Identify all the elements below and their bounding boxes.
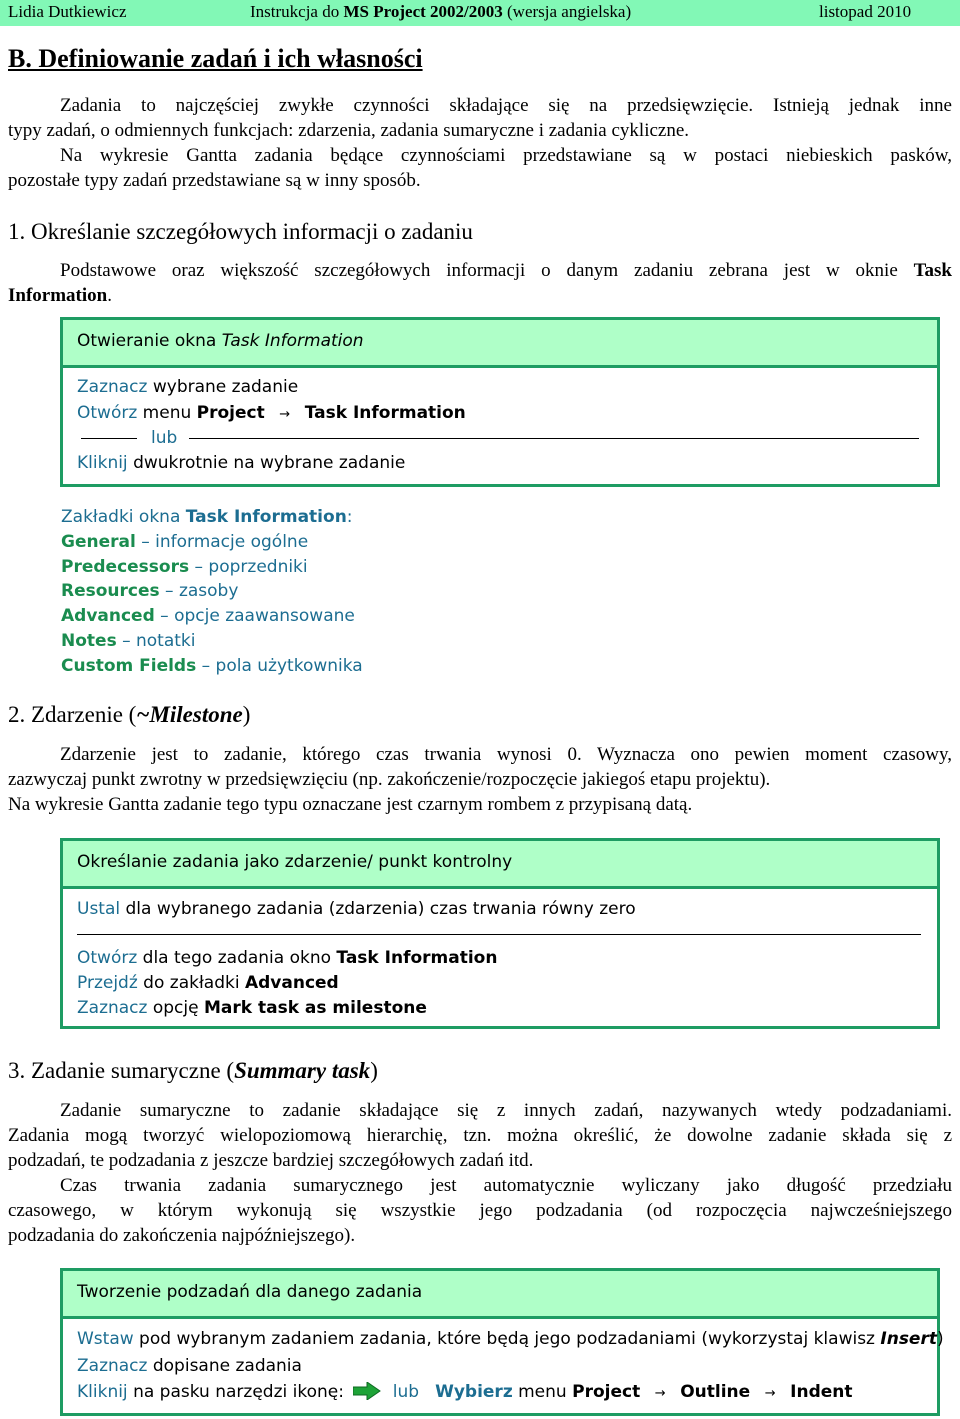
- divider-right: [189, 438, 919, 439]
- box-step-double-click: Kliknij dwukrotnie na wybrane zadanie: [77, 453, 406, 473]
- arrow-right-icon: →: [279, 407, 291, 422]
- list-item: Notes – notatki: [61, 630, 196, 651]
- box-step-mark: Zaznacz opcję Mark task as milestone: [77, 998, 427, 1018]
- list-item: General – informacje ogólne: [61, 531, 309, 552]
- indent-arrow-icon: [353, 1382, 381, 1400]
- header-date: listopad 2010: [819, 2, 912, 21]
- section-1-paragraph: Podstawowe oraz większość szczegółowych informacji o danym zadaniu zebrana jest w oknie Task Information.: [8, 260, 952, 306]
- box-header: [63, 841, 937, 889]
- box-milestone: [60, 838, 940, 1029]
- divider-left: [81, 438, 137, 439]
- box-header: [63, 1271, 937, 1319]
- section-2-title: 2. Zdarzenie (~Milestone): [8, 702, 251, 727]
- tabs-list: [61, 505, 363, 679]
- box-step-insert: Wstaw pod wybranym zadaniem zadania, które będą jego podzadaniami (wykorzystaj klawisz Insert): [77, 1329, 944, 1349]
- section-3-paragraph: Zadanie sumaryczne to zadanie składające się z innych zadań, nazywanych wtedy podzadaniami. Zadania mogą tworzyć wielopoziomową hierarchię, tzn. można określić, że dowolne zadanie składa się z podzadań, te podzadania z jeszcze bardziej szczegółowych zadań itd. Czas trwania zadania sumarycznego jest automatycznie wyliczany jako długość przedziału czasowego, w którym wykonują się wszystkie jego podzadania (od rozpoczęcia najwcześniejszego podzadania do zakończenia najpóźniejszego).: [8, 1100, 952, 1246]
- section-2-paragraph: Zdarzenie jest to zadanie, którego czas trwania wynosi 0. Wyznacza ono pewien moment czasowy, zazwyczaj punkt zwrotny w przedsięwzięciu (np. zakończenie/rozpoczęcie jakiegoś etapu projektu). Na wykresie Gantta zadanie tego typu oznaczane jest czarnym rombem z przypisaną datą.: [8, 744, 952, 815]
- arrow-right-icon: →: [654, 1386, 666, 1401]
- box-open-task-information: [60, 317, 940, 487]
- divider: [77, 934, 921, 935]
- list-item: Predecessors – poprzedniki: [61, 556, 308, 577]
- header-title: Instrukcja do MS Project 2002/2003 (wersja angielska): [250, 2, 632, 21]
- box-step-tab: Przejdź do zakładki Advanced: [77, 973, 339, 993]
- box-step-indent: Kliknij na pasku narzędzi ikonę: lub Wybierz menu Project → Outline → Indent: [77, 1381, 853, 1405]
- section-title: B. Definiowanie zadań i ich własności: [8, 44, 423, 73]
- box-title: Otwieranie okna Task Information: [77, 331, 364, 351]
- box-subtasks: [60, 1268, 944, 1416]
- box-step-open-menu: Otwórz menu Project → Task Information: [77, 402, 466, 426]
- or-label: lub: [151, 428, 178, 448]
- box-step-open: Otwórz dla tego zadania okno Task Information: [77, 948, 498, 968]
- box-title: Tworzenie podzadań dla danego zadania: [77, 1282, 423, 1302]
- intro-paragraph: Zadania to najczęściej zwykłe czynności składające się na przedsięwzięcie. Istnieją jednak inne typy zadań, o odmiennych funkcjach: zdarzenia, zadania sumaryczne i zadania cykliczne. Na wykresie Gantta zadania będące czynnościami przedstawiane są w postaci niebieskich pasków, pozostałe typy zadań przedstawiane są w inny sposób.: [8, 95, 952, 191]
- header-author: Lidia Dutkiewicz: [8, 2, 127, 21]
- tabs-intro: Zakładki okna Task Information:: [61, 507, 353, 527]
- section-3-title: 3. Zadanie sumaryczne (Summary task): [8, 1058, 378, 1083]
- list-item: Advanced – opcje zaawansowane: [61, 606, 355, 627]
- page-header: [0, 0, 960, 26]
- box-step-select: Zaznacz wybrane zadanie: [77, 377, 299, 397]
- list-item: Resources – zasoby: [61, 581, 239, 602]
- arrow-right-icon: →: [764, 1386, 776, 1401]
- list-item: Custom Fields – pola użytkownika: [61, 655, 363, 676]
- box-title: Określanie zadania jako zdarzenie/ punkt kontrolny: [77, 852, 513, 872]
- section-1-title: 1. Określanie szczegółowych informacji o zadaniu: [8, 219, 473, 244]
- box-step-select: Zaznacz dopisane zadania: [77, 1356, 302, 1376]
- box-step-duration: Ustal dla wybranego zadania (zdarzenia) czas trwania równy zero: [77, 899, 636, 919]
- box-header: [63, 320, 937, 368]
